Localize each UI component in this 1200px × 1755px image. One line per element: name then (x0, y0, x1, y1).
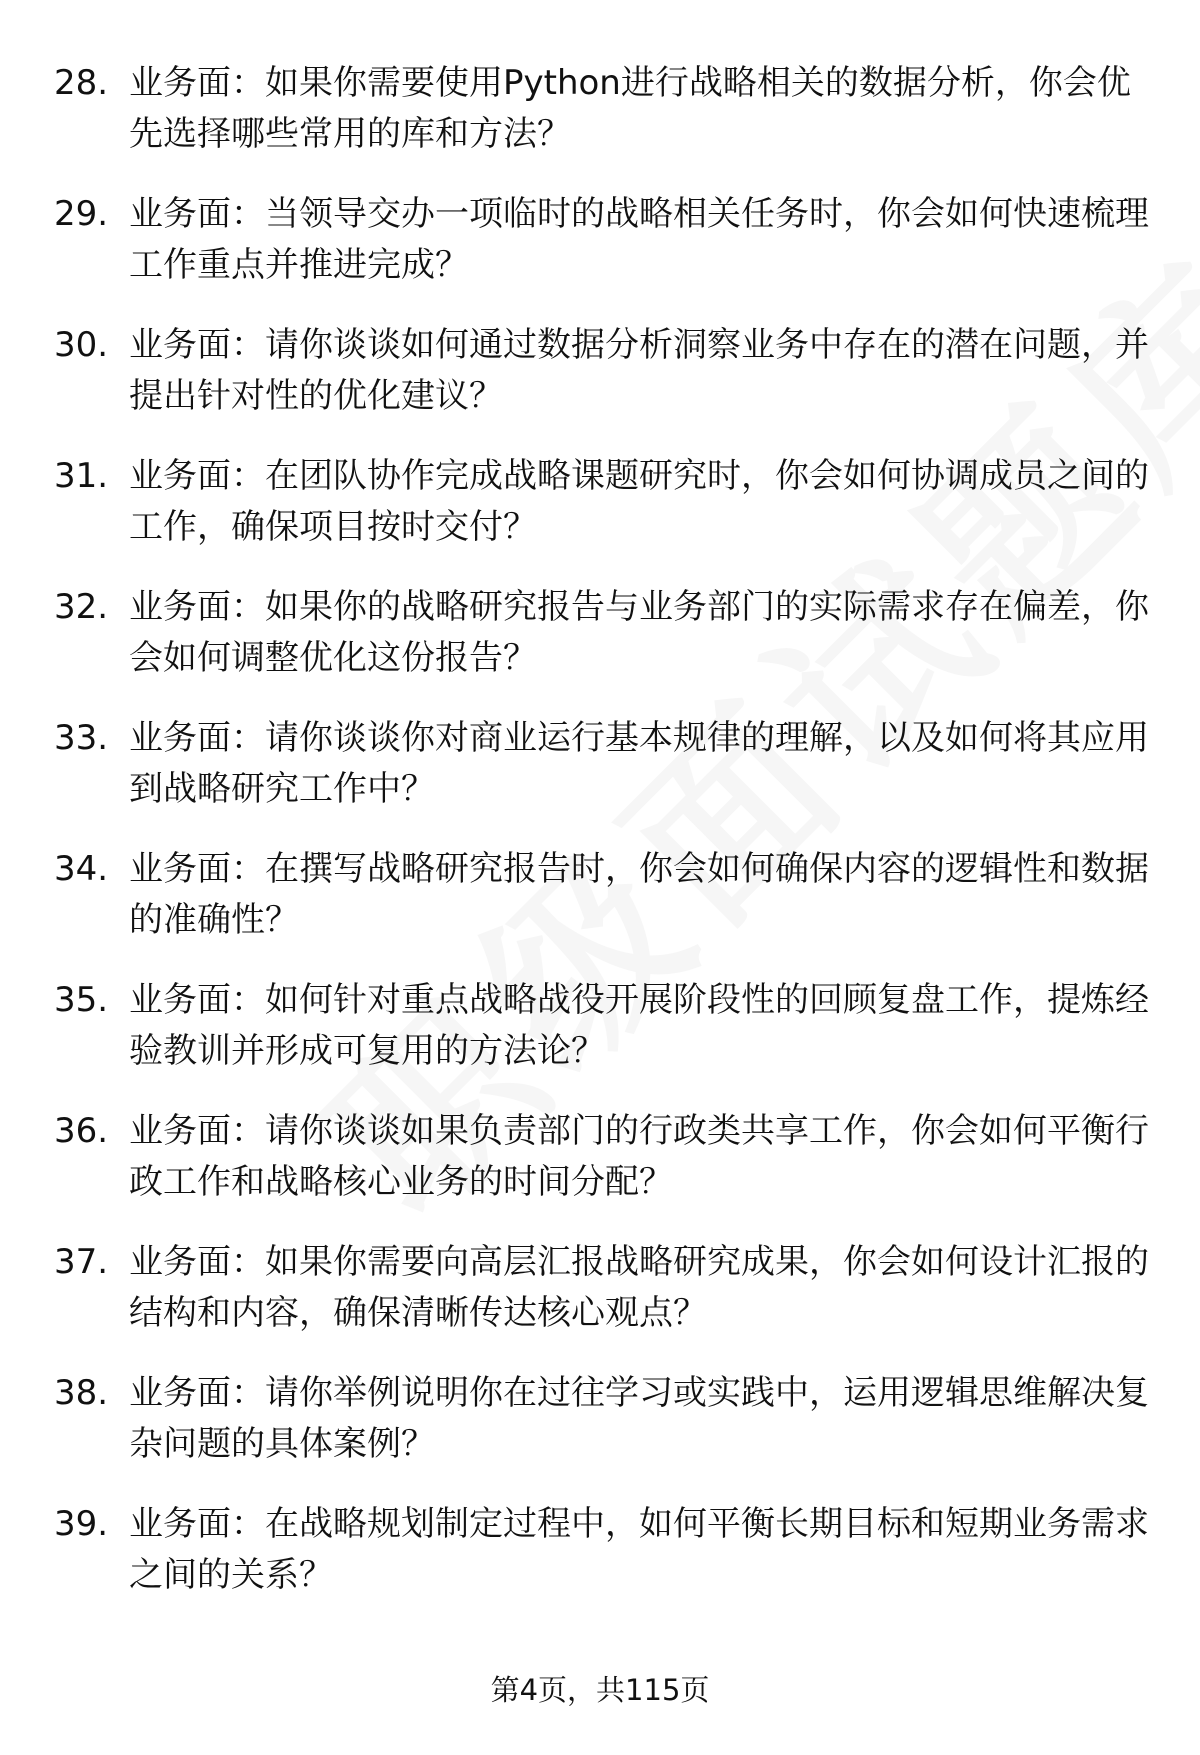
question-number: 35. (54, 980, 109, 1020)
question-text: 业务面：请你举例说明你在过往学习或实践中，运用逻辑思维解决复杂问题的具体案例？ (129, 1373, 1149, 1464)
question-item (0, 320, 1200, 451)
question-number: 30. (54, 325, 109, 365)
question-item (0, 1106, 1200, 1237)
question-item (0, 844, 1200, 975)
question-number: 32. (54, 587, 109, 627)
question-text: 业务面：如果你需要向高层汇报战略研究成果，你会如何设计汇报的结构和内容，确保清晰传达核心观点？ (129, 1242, 1149, 1333)
question-item (0, 713, 1200, 844)
question-item (0, 189, 1200, 320)
page-footer: 第4页，共115页 (490, 1673, 710, 1707)
question-item (0, 58, 1200, 189)
question-text: 业务面：当领导交办一项临时的战略相关任务时，你会如何快速梳理工作重点并推进完成？ (129, 194, 1149, 285)
question-item (0, 975, 1200, 1106)
question-item (0, 1499, 1200, 1630)
question-text: 业务面：在团队协作完成战略课题研究时，你会如何协调成员之间的工作，确保项目按时交付？ (129, 456, 1149, 547)
question-number: 33. (54, 718, 109, 758)
question-number: 38. (54, 1373, 109, 1413)
question-list (0, 58, 1200, 1630)
question-number: 31. (54, 456, 109, 496)
question-text: 业务面：如何针对重点战略战役开展阶段性的回顾复盘工作，提炼经验教训并形成可复用的方法论？ (129, 980, 1149, 1071)
question-number: 37. (54, 1242, 109, 1282)
question-item (0, 451, 1200, 582)
question-text: 业务面：如果你需要使用Python进行战略相关的数据分析，你会优先选择哪些常用的库和方法？ (129, 63, 1131, 154)
question-number: 34. (54, 849, 109, 889)
question-text: 业务面：在战略规划制定过程中，如何平衡长期目标和短期业务需求之间的关系？ (129, 1504, 1149, 1595)
question-text: 业务面：请你谈谈如果负责部门的行政类共享工作，你会如何平衡行政工作和战略核心业务的时间分配？ (129, 1111, 1149, 1202)
question-number: 39. (54, 1504, 109, 1544)
question-item (0, 1237, 1200, 1368)
question-number: 36. (54, 1111, 109, 1151)
question-item (0, 582, 1200, 713)
question-item (0, 1368, 1200, 1499)
question-text: 业务面：请你谈谈你对商业运行基本规律的理解，以及如何将其应用到战略研究工作中？ (129, 718, 1149, 809)
question-number: 28. (54, 63, 109, 103)
question-text: 业务面：在撰写战略研究报告时，你会如何确保内容的逻辑性和数据的准确性？ (129, 849, 1149, 940)
question-number: 29. (54, 194, 109, 234)
question-text: 业务面：请你谈谈如何通过数据分析洞察业务中存在的潜在问题，并提出针对性的优化建议？ (129, 325, 1149, 416)
question-text: 业务面：如果你的战略研究报告与业务部门的实际需求存在偏差，你会如何调整优化这份报告？ (129, 587, 1149, 678)
